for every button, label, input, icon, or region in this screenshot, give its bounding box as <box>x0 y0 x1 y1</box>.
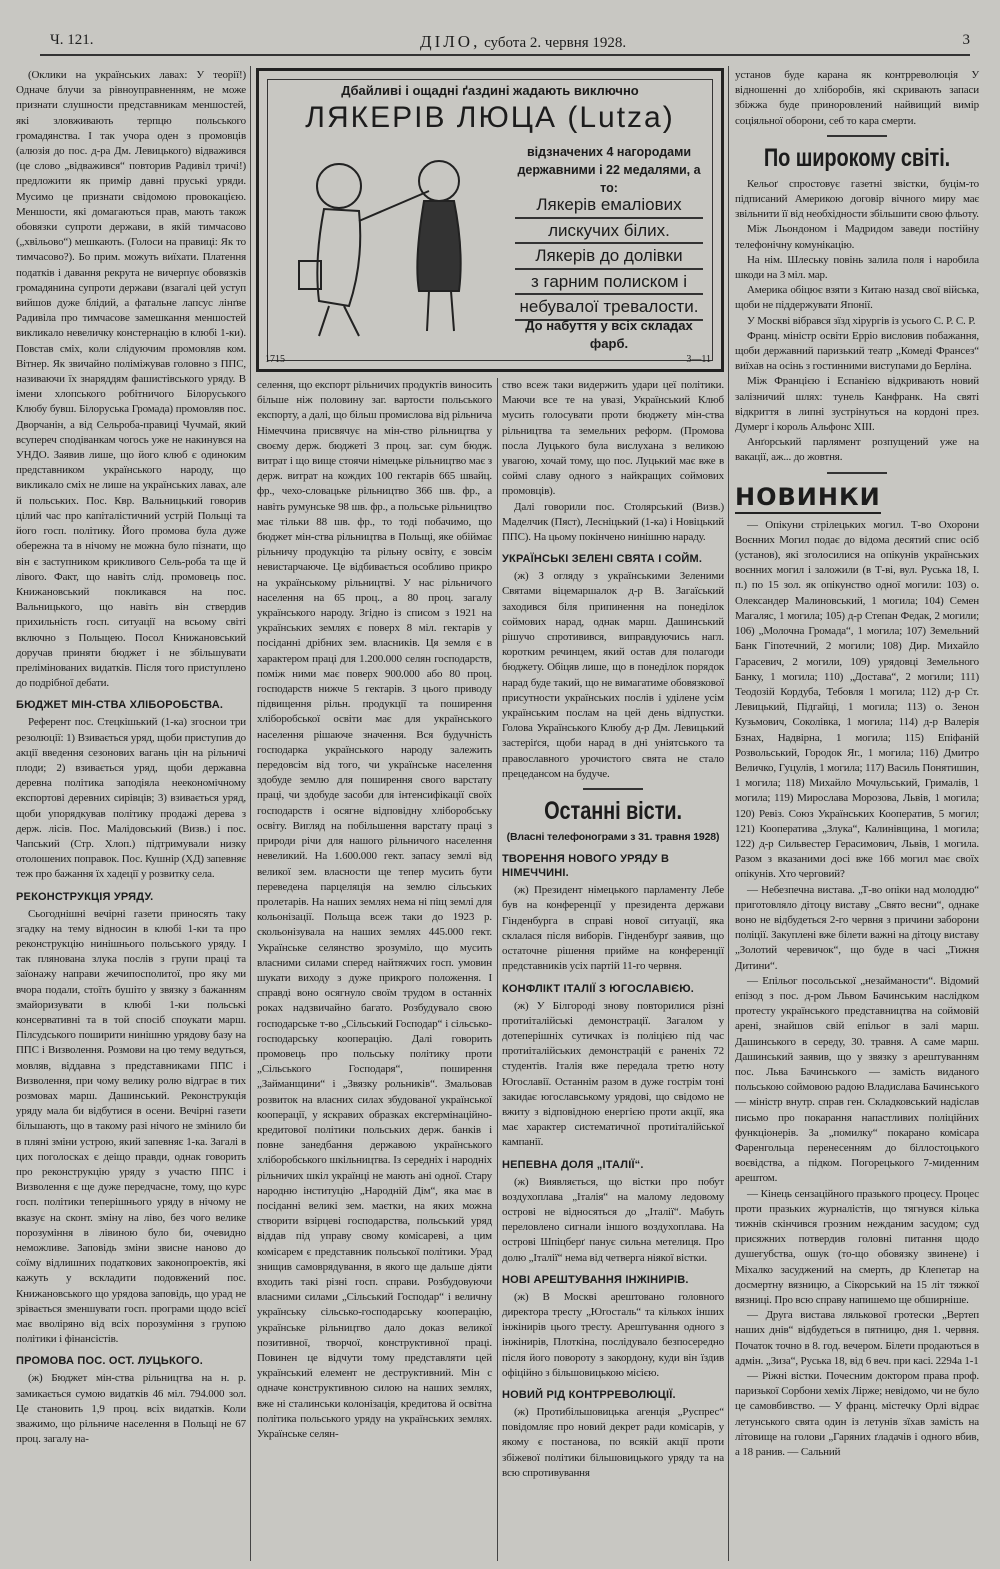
ad-product: з гарним полиском і <box>515 270 703 296</box>
article-text: Референт пос. Стецкішький (1-ка) згоснои три резолюції: 1) Взивається уряд, щоби приступив до акції введення сезонових вагань цін на рільничі плоди; 2) взивається уряд, щоби державна деревна політика заподіяла неекономічному експортові деревних сирівців; 3) взивається уряд, щоби упорядкував політику продажі дерева з держ. лісів. Пос. Малідовський (Визв.) і пос. Чапський (Стр. Хлоп.) підтримували низку отолошених поправок. Пос. Кушнір (ХД) запевняє теж про бажання їх хадеції у розвитку села. <box>16 716 246 881</box>
section-rule <box>827 135 887 137</box>
column-4 <box>735 68 979 1460</box>
ad-brand: ЛЯКЕРІВ ЛЮЦА (Lutza) <box>305 101 675 134</box>
ad-availability: До набуття у всіх складах фарб. <box>525 318 693 351</box>
newspaper-title: ДІЛО, <box>420 32 481 51</box>
article-text: селення, що експорт рільничих продуктів виносить більше ніж половину заг. вартости польського експорту, а далі, що більш промислова від рільнича Німеччина присвячує на мін-ство рільництва у своєму держ. бюджеті 3 проц. заг. сум бюдж. витрат і що вище стоячи німецьке рільництво має з держ. витрат на кождих 100 гектарів 665 швайц. фр., чехо-словацьке рільництво 366 шв. фр., а навіть румунське 98 шв. фр., а польське рільництво має тільки 88 шв. фр., то тоді побачимо, що бюджет мін-ства рільництва в Польщі, яке обіймає рільничу продукцію та рільну освіту, є зовсім невистарчаюче. Це відбивається особливо прикро на українському рільництві. У нас рільничого населення на 65 проц., а 80 проц. загалу українського народу. Згідно із списом з 1921 на українських землях є поверх 8 міл. гектарів у посіданні дрібних зем. власників. Ця земля є в характером праці для 1.200.000 селян господарств, поміж ними має поверх 900.000 або 80 проц. господарств нижче 5 гектарів. З цього приводу підвищення рільн. продукції та поширення хліборобської освіти має для українського населення рішаюче значення. Вся будучність господарка українського народу залежить передовсім від того, чи українське населення здобуде землю для поширення свого варстату праці, чи здобуде засоби для інтенсифікації своїх господарств і осягне відповідну хліборобську освіту. Вигляд на побільшення варстату праці з природи річи для нашого рільничого населення невеликий. На 1.600.000 гект. запасу землі від великої зем. власности ще тепер мусить бути переведена парцеляція на землю сільських пролетарів. На наших землях нема ні піщ землі для кольонізації. Польща всеж таки до 1923 р. скольонізувала на наших землях 445.000 гект. Українське селянство зрозуміло, що мусить власними силами сперед найтяжчих госп. умовин шукати виходу з дуже прикрого положення. І справді воно осягнуло своїм трудом в останніх роках надзвичайно багато. Розбудувало свою господарське т-во „Сільський Господар“ і сільсько-господарську кооперацію. Далі говорить промовець про польську політику проти „Сільського Господаря“, поширення „Займанщини“ і „Звязку рольників“. Змальовав розвиток на власних силах збудованої української кооперації, у яскравих образках ексгермінаційно-кредитової політики польських держ. банків і повне занедбання державою українського хліборобського шкільництва. Із середніх і народніх рільничих шкіл українці не мають ані одної. Стару народню інституцію „Народній Дім“, яка має в посіданні великі зем. маєтки, на яких можна створити взірцеві господарства, польський уряд віддав під управу свому комісареві, а цим комісарем є представник польської політики. Урад знищив самоврядування, в якого ще дальше діяти входить такі різні госп. справи. Розбудовуючи власними силами „Сільський Господар“ і величну українську сільсько-господарську кооперацію, українське рільництво дало доказ великої позитивної, творчої, конструктивної праці. Повинен це відчути тому представляти цей український елемент не деструктивний. Мін с одначе конструктивною силою на наших землях, вже ні сталинськи колонізація, кредитова й освітна політика польського уряду на українських землях. Українське селян- <box>257 379 492 1441</box>
section-rule <box>583 788 643 790</box>
ad-product: Лякерів до долівки <box>515 244 703 270</box>
article-heading: КОНФЛІКТ ІТАЛІЇ З ЮГОСЛАВІЄЮ. <box>502 982 695 995</box>
children-painting-illustration <box>279 141 509 341</box>
world-item: Франц. міністр освіти Ерріо висловив побажання, щоби державний паризький театр „Комеді Франсез“ виїхав на осінь з гостинними виступами до Берліна. <box>735 329 979 373</box>
article-text: (ж) В Москві арештовано головного директора тресту „Югосталь“ та кількох інших інжінирів цього тресту. Арештування одного з інжінирів, Плоткіна, послідувало безпосередно після його повороту з закордону, куди він їздив офіційно з більшовицькою місією. <box>502 1290 724 1379</box>
ad-run: 3—11 <box>686 354 711 365</box>
ad-product-list <box>509 193 709 321</box>
section-title-latest-news: Останні вісти. <box>544 797 682 826</box>
news-item: — Опікуни стрілецьких могил. Т-во Охорони Воєнних Могил подає до відома десятий спис осіб (установ), які зголосилися на опікунів українських воєнних могил і заложили (в Т-ві, вул. Руська 18, І. п.) по 15 зол. як опікунство одної могили: 103) о. Олександер Малиновський, 1 могила; 104) Семен Магаляс, 1 могила; 105) д-р Степан Федак, 2 могили; 106) „Молочна Громада“, 1 могила; 107) Земельний Банк Гіпотечний, 2 могили; 108) Дир. Михайло Гарасевич, 2 могили, 109) урядовці Земельного Банку, 1 могила; 110) „Достава“, 2 могили; 111) Теодозій Кордуба, Тебовля 1 могила; 112) д-р Ст. Левицький, Підгайці, 1 могила; 113) о. Зенон Кузьмович, Соколівка, 1 могила; 114) д-р Валерія Бзнах, Надвірна, 1 могила; 115) Епіфаній Розвольський, Городок Яг., 1 могила; 116) Дмитро Величко, Гуцулів, 1 могила; 117) Василь Понятишин, 1 могила; 118) Михайло Мочульський, Грималів, 1 могила; 119) Мирослава Морозова, Львів, 1 могила; 120) Ревіз. Союз Українських Кооператив, 5 могил; 121) Кооператива „Злука“, Калинівщина, 1 могила; 122) д-р Сильвестер Герасимович, Львів, 1 могила. Разом з вказаними досі вже 166 могил має своїх опікунів. Хто черговий? <box>735 518 979 881</box>
article-heading: УКРАЇНСЬКІ ЗЕЛЕНІ СВЯТА І СОЙМ. <box>502 553 703 566</box>
article-text: (ж) Виявляється, що вістки про побут воздухоплава „Італія“ на малому ледовому острові не відносяться до „Італії“. Мабуть переловлено сигнали іншого воздухоплава. На острові Шпіцберґ панує сильна метелиця. Про долю „Італії“ нема від четверга ніякої вістки. <box>502 1175 724 1264</box>
world-item: Анґорський парлямент розпущений уже на вакації, аж... до жовтня. <box>735 436 979 464</box>
news-item: — Небезпечна вистава. „Т-во опіки над молоддю“ приготовляло дітоцу виставу „Свято весни“, однаке воно не відбудеться 2-го червня з причини заборони поліції. Закуплені вже білети важні на дітоцу виставу „Золотий черевичок“, що буде в часі „Тижня Дитини“. <box>735 883 979 972</box>
page-number: 3 <box>962 32 970 48</box>
world-item: Між Льондоном і Мадридом заведи постійну телефонічну комунікацію. <box>735 223 979 251</box>
article-heading: НЕПЕВНА ДОЛЯ „ІТАЛІЇ“. <box>502 1158 644 1171</box>
news-item: — Ріжні вістки. Почесним доктором права проф. паризької Сорбони хеміх Лірже; невідомо, чи не було це самовбивство. — У франц. містечку Орлі відрає летунського свята один із летунів зїхав замість на літовище на голови „Гаряних ґладачів і одного вбив, а 18 ранив. — Сальний <box>735 1370 979 1459</box>
article-heading: НОВИЙ РІД КОНТРРЕВОЛЮЦІЇ. <box>502 1388 676 1401</box>
article-heading: ПРОМОВА ПОС. ОСТ. ЛУЦЬКОГО. <box>16 1355 203 1368</box>
news-item: — Епільог посольської „незайманости“. Відомий епізод з пос. д-ром Львом Бачинським наслідком протесту українського представництва на соймовій арені, знайшов свій епільог в залі марш. Дашинського в середу, 30. травня. А саме марш. Дашинський заявив, що у звязку з арештуванням пос. Льва Бачинського — замість видaного польською соймовою радою Владислава Бачинського — міністр внутр. справ ген. Складковський надіслав письмо про покарання напастливих поліційних функціонерів. За „помилку“ покарано комісара Фаренгольца перенесенням до біллостоцького воєвідства, а підком. Погорецького 7-миденним арештом. <box>735 974 979 1185</box>
section-subtitle: (Власні телефонограми з 31. травня 1928) <box>506 831 720 844</box>
article-text: (ж) Президент німецького парламенту Лебе був на конференції у президента держави Гінденбурга в справі нової ситуації, яка склалася після виборів. Гінденбурґ заявив, що остаточне рішення прийме на конференції представників усіх партій 11-го червня. <box>502 884 724 973</box>
article-text: Далі говорили пос. Столярський (Визв.) Маделчик (Пяст), Лесніцький (1-ка) і Новіцький ППС). На цьому покінчено нинішню нараду. <box>502 500 724 544</box>
column-divider <box>250 66 251 1561</box>
section-title-world: По широкому світі. <box>763 143 951 172</box>
lacquer-advertisement <box>256 68 724 372</box>
ad-product: Лякерів емаліових <box>515 193 703 219</box>
column-3 <box>502 378 724 1481</box>
article-heading: РЕКОНСТРУКЦІЯ УРЯДУ. <box>16 890 154 903</box>
article-text: Сьогоднішні вечірні газети приносять таку згадку на тему відносин в клюбі 1-ки та про реконструкцію нинішнього польського уряду. І так плянована злука послів з групи праці та заїонажу направи жечипосполитої, про яку ми вчора подали, стоїть бушіто у звязку з бажанням змайоризувати в клюбі 1-ки польські консервативні та в той спосіб споукати марш. Пілсудського поширити нинішню урядову базу на ППС і Визволення. Розмови на цю тему ведуться, мовляв, віддавна з представниками ППС і Визволення, при чому велику ролю відграє в тих розмовах марш. Дашинський. Реконструкція уряду мала би відбутися в осени. Вечірні газети більшають, що в такому разі нічого не змінило би в пляні зміни устрою, який запевняє 1-ка. Загалі в цих поголосках є деіщо правди, однак говорить про реконструкцію уряду з участю ППС і Визволення є ще дуже передчасне, тому, що курс госп. політики теперішнього уряду в нічому не вказує на сконт. зміну на ліво, без чого велике порозуміння в лівиною було би, очевидно неможливе. Заповідь зміни звисне наново до соїму відлишних податкових законопроектів, які кажуть у вскладити подовжений пос. Книжановського що урядова заповідь, що урад не зрівається зменшувати госп. програми щодо всієї має вволіряно від всіх порозуміння з групою політики і фінансістів. <box>16 907 246 1346</box>
article-text: установ буде карана як контрреволюція У відношенні до хліборобів, які скривають запаси збіжжа буде приноровлений найвищий вимір соціяльної оборони, себ то кара смерти. <box>735 69 979 127</box>
world-item: На нім. Шлеську повінь залила поля і наробила шкоди на 3 міл. мар. <box>735 253 979 282</box>
article-text: (ж) Бюджет мін-ства рільництва на н. р. замикається сумою видатків 46 міл. 794.000 зол. Це становить 1,9 проц. всіх видатків. Коли зважимо, що рільниче населення в Польщі не 67 проц. загалу на- <box>16 1372 246 1446</box>
article-text: (ж) У Білгороді знову повторилися різні протиіталійські демонстрації. Загалом у дотеперішніх сутичках із поліцією під час протиіталійських демонстрацій є раненіх 72 студентів. Італія вже передала третю ноту Югославії. Останнім разом в дуже гострім тоні закидає югославському урядові, що свідомо не вжиту з відповідною енергією проти акції, яка має характер систематичної протиіталійської кампанії. <box>502 999 724 1149</box>
header-rule <box>40 54 970 56</box>
column-divider <box>728 66 729 1561</box>
world-item: Між Францією і Еспанією відкривають новий залізничий шлях: тунель Канфранк. На святі відкриття в липні зустрінуться на кордоні през. Думерг і король Альфонс XIII. <box>735 375 979 434</box>
issue-number: Ч. 121. <box>50 32 94 48</box>
column-divider <box>497 378 498 1561</box>
section-rule <box>827 472 887 474</box>
column-1 <box>16 68 246 1447</box>
masthead <box>420 32 626 52</box>
ad-number: 1715 <box>265 354 285 365</box>
article-heading: БЮДЖЕТ МІН-СТВА ХЛІБОРОБСТВА. <box>16 699 224 712</box>
ad-tagline: Дбайливі і ощадні ґаздині жадають виключно <box>341 83 639 98</box>
article-text: ство всеж таки видержить удари цеї політики. Маючи все те на увазі, Український Клюб мусить голосувати проти бюджету мін-ства рільництва та земельних реформ. (Промова посла Луцького була вислухана з великою увагою, хочай тому, що пос. Луцький має вже в соймі славу одного з найкращих соймових промовців). <box>502 379 724 498</box>
article-heading: ТВОРЕННЯ НОВОГО УРЯДУ В НІМЕЧЧИНІ. <box>502 853 670 880</box>
world-item: Кельоґ спростовує газетні звістки, буцім-то підписаний Америкою договір вічного миру має звільнити її від необхідности збільшити свою фльоту. <box>735 177 979 221</box>
article-text: (ж) З огляду з українськими Зеленими Святами віцемаршалок д-р В. Загаїський заходився біля припинення на понеділок соймових нарад, однак марш. Дашинський рішучо спротивився, виправдуючись нагл. коротким речинцем, який остав для полагоди бюджету. Обіцяв лише, що в понеділок порядок нарад буде такий, що не вимагатиме обовязкової присутности українських послів і уділене усім українським послам на цей день відпустки. Голова Українського Клюбу д-р Дм. Левицький застеріґся, щоби нарад в дні уніятського та православного урочистого свята не стало прецедансом на будуче. <box>502 570 724 780</box>
section-title-news: НОВИНКИ <box>735 482 881 514</box>
ad-awards: відзначених 4 нагородами державними і 22 медалями, а то: <box>517 145 701 195</box>
ad-product: небувалої тревалости. <box>515 295 703 321</box>
world-item: У Москві вібрався зїзд хірургів із усього С. Р. С. Р. <box>747 314 976 327</box>
news-item: — Друга вистава лялькової гротески „Вертеп наших днів“ відбудеться в пятницю, дня 1. червня. Початок точно в 8. год. вечером. Білети продаються в адмін. „Зиза“, Руська 18, від 6 веч. при касі. 2294а 1-1 <box>735 1309 979 1367</box>
column-2 <box>257 378 492 1442</box>
ad-product: лискучих білих. <box>515 219 703 245</box>
article-text: (Оклики на українських лавах: У теорії!) Одначе блучи за рівноуправненням, не може признати слушности представникам меншостей, які зловживають терпцю польського громадянства. І так учора оден з промовців (алюзія до пос. д-ра Дм. Левицького) відважився (це слово „відважився“ повторив Радивіл тричі!) предложити як примір давні пруські уряди. Мусимо це признати свідомою провокацією. Меншости, які домагаються прав, мають також обовязки супроти держави, в якій тимчасово („хвільово“) мешкають. (Голоси на правиці: Як то тимчасово?). Бо прим. можуть виїхати. Платення податків і давання рекрута не вичерпує обовязків громадянина супроти держави (взагалі цей уступ вийшов дуже блідий, а фатальне лапсус лінґве Радивіла про тимчасове замешкання меншостей викликало невеличку констернацію в клюбі 1-ки). Повстав сміх, коли слідуючим промовляв ком. Вітнер. Як звичайно поліміжував головно з ППС, називаючи їх знаряддям фашистівського уряду. В імени хлопського робітничого Білоруського Клюбу бувш. Білоруська Громада) промовляв пос. Дворчанін, а від Сельроба-правиці Чучмай, який всупереч сподіванкам чогось уже не накинувся на УНДО. Заявив лише, що його клюб є одиноким представником українського народу, що викликало сміх не лише на українських лавах, але й польських. Пос. Квр. Вальницький говорив цілий час про капіталістичний устрій Польщі та його госп. політику. Його промова була дуже обережна та в нічому не можна було пізнати, що він є заступником крикливого Сель-роба та ще й лівого. Факт, що навіть слід. промовець пос. Книжановський покликався на пос. Вальницького, що навіть він ствердив прихильність госп. ситуації на всьому світі включно з Польщею. Посол Книжановський доручав приняти бюджет і не збільшувати прелімінованих видатків. Після того приступлено до подрібної дебати. <box>16 69 246 690</box>
article-text: (ж) Протибільшовицька агенція „Руспрес“ повідомляє про новий декрет ради комісарів, у якому є постанова, по всякій акції проти збіжевої політики більшовицького уряду та на всю спротивування <box>502 1405 724 1479</box>
news-item: — Кінець сензаційного празького процесу. Процес проти празьких журналістів, що тягнувся кілька тижнів скінчився грозним нежданим засудом; суд присяжних потвердив головні питання щодо душегубства, ошук (то-що обовязку звинене) і Міхалко засуджений на смерть, др Клепетар на досмертну вязницю, а Сікорський на 15 літ тяжкої вязниці. Про всю справу напишемо ще обширніше. <box>735 1187 979 1307</box>
page-header <box>40 30 970 54</box>
world-item: Америка обіцює взяти з Китаю назад свої війська, щоби не піддержувати Японії. <box>735 284 979 312</box>
issue-date: субота 2. червня 1928. <box>484 35 627 51</box>
article-heading: НОВІ АРЕШТУВАННЯ ІНЖІНИРІВ. <box>502 1273 689 1286</box>
